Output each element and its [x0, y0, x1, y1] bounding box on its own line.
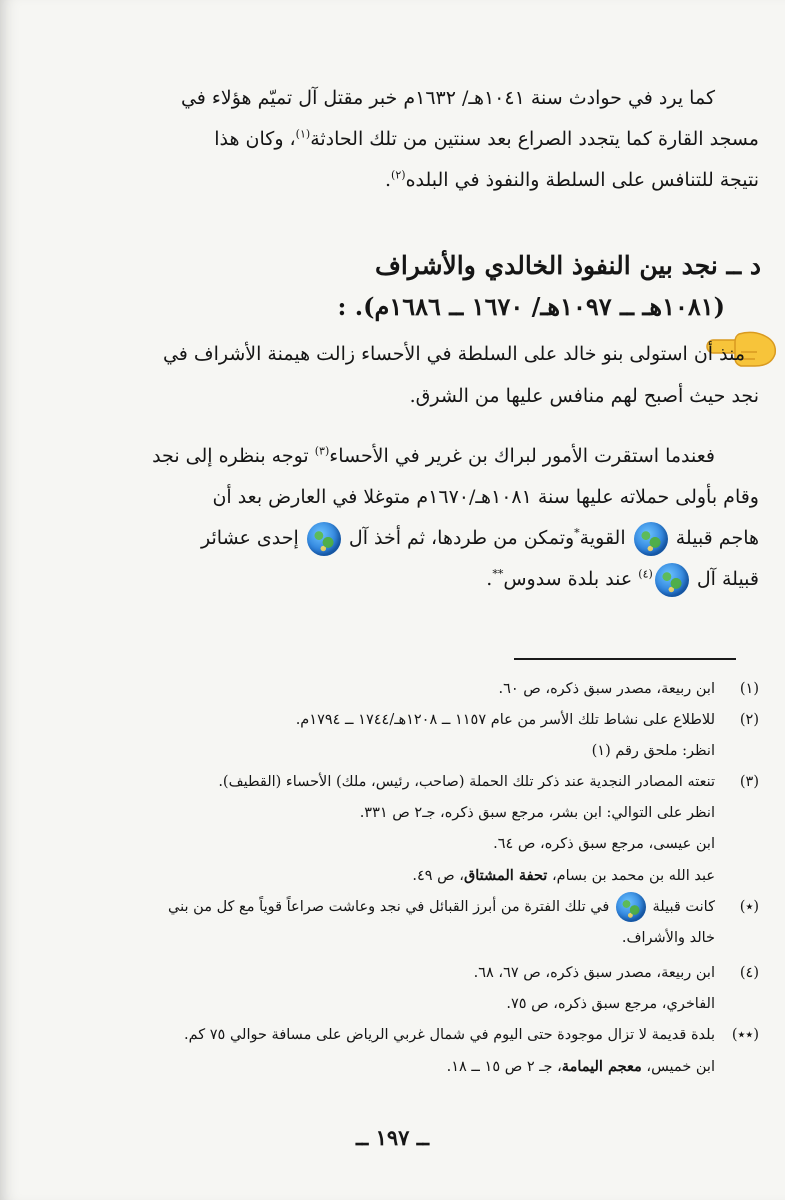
- globe-icon: [655, 563, 689, 597]
- footnote-2: [24, 705, 759, 767]
- footnote-text: ابن ربيعة، مصدر سبق ذكره، ص ٦٧، ٦٨.: [473, 965, 715, 981]
- footnote-text: خالد والأشراف.: [621, 930, 715, 946]
- footnote-number: (٭): [739, 899, 759, 915]
- footnote-text: ابن ربيعة، مصدر سبق ذكره، ص ٦٠.: [498, 681, 715, 697]
- globe-icon: [307, 522, 341, 556]
- paragraph-3-line-2: وقام بأولى حملاته عليها سنة ١٠٨١هـ/١٦٧٠م متوغلا في العارض بعد أن: [212, 486, 759, 508]
- footnote-double-star: [24, 1020, 759, 1083]
- footnote-3: [24, 767, 759, 892]
- footnote-text: الفاخري، مرجع سبق ذكره، ص ٧٥.: [506, 996, 715, 1012]
- paragraph-3-line-3: هاجم قبيلة القوية*وتمكن من طردها، ثم أخذ آل إحدى عشائر: [24, 518, 759, 559]
- paragraph-1: [24, 78, 759, 201]
- paragraph-3-line-4: قبيلة آل $^{(٤)}$ عند بلدة سدوس**.: [24, 559, 759, 600]
- paragraph-1-line-2: مسجد القارة كما يتجدد الصراع بعد سنتين من تلك الحادثة$^{(١)}$، وكان هذا: [214, 127, 759, 150]
- paragraph-3-line-1: فعندما استقرت الأمور لبراك بن غرير في الأحساء$^{(٣)}$ توجه بنظره إلى نجد: [152, 444, 715, 467]
- footnote-text: ابن عيسى، مرجع سبق ذكره، ص ٦٤.: [493, 836, 715, 852]
- footnote-text: تنعته المصادر النجدية عند ذكر تلك الحملة (صاحب، رئيس، ملك) الأحساء (القطيف).: [218, 774, 715, 790]
- paragraph-1-line-3: نتيجة للتنافس على السلطة والنفوذ في البلده$^{(٢)}$.: [385, 168, 759, 191]
- footnote-number: (١): [739, 681, 759, 697]
- footnote-text: عبد الله بن محمد بن بسام، تحفة المشتاق، ص ٤٩.: [412, 867, 715, 884]
- footnote-ref-4: (٤): [638, 567, 653, 581]
- footnote-ref-1: (١): [295, 127, 311, 141]
- footnote-separator: [514, 658, 736, 660]
- paragraph-2-line-1: منذ أن استولى بنو خالد على السلطة في الأحساء زالت هيمنة الأشراف في: [162, 343, 745, 365]
- paragraph-2-line-2: نجد حيث أصبح لهم منافس عليها من الشرق.: [409, 385, 759, 407]
- footnote-number: (٢): [739, 712, 759, 728]
- paragraph-2-cont: [24, 376, 759, 417]
- asterisk-ref-2: **: [492, 567, 504, 581]
- footnote-number: (٣): [739, 774, 759, 790]
- footnote-text: انظر: ملحق رقم (١): [591, 743, 715, 759]
- footnote-number: (٤): [739, 965, 759, 981]
- footnotes: [24, 674, 759, 1083]
- footnote-text: كانت قبيلة في تلك الفترة من أبرز القبائل في نجد وعاشت صراعاً قوياً مع كل من بني: [24, 892, 715, 923]
- footnote-star: [24, 892, 759, 954]
- globe-icon: [616, 892, 646, 922]
- footnote-ref-2: (٢): [391, 168, 406, 182]
- paragraph-2: [35, 334, 745, 375]
- section-heading-dates: (١٠٨١هـ ــ ١٠٩٧هـ/ ١٦٧٠ ــ ١٦٨٦م). :: [337, 292, 725, 321]
- footnote-text: للاطلاع على نشاط تلك الأسر من عام ١١٥٧ ــ ١٢٠٨هـ/١٧٤٤ ــ ١٧٩٤م.: [295, 712, 715, 728]
- asterisk-ref-1: *: [574, 526, 580, 540]
- paragraph-3: [24, 436, 759, 600]
- footnote-number: (٭٭): [731, 1027, 759, 1043]
- section-heading: د ــ نجد بين النفوذ الخالدي والأشراف: [374, 251, 761, 280]
- footnote-text: بلدة قديمة لا تزال موجودة حتى اليوم في شمال غربي الرياض على مسافة حوالي ٧٥ كم.: [183, 1027, 715, 1043]
- footnote-1: [24, 674, 759, 705]
- globe-icon: [634, 522, 668, 556]
- page-number: ــ ١٩٧ ــ: [355, 1125, 430, 1150]
- paragraph-1-line-1: كما يرد في حوادث سنة ١٠٤١هـ/ ١٦٣٢م خبر مقتل آل تميّم هؤلاء في: [180, 87, 715, 109]
- footnote-4: [24, 958, 759, 1020]
- footnote-text: ابن خميس، معجم اليمامة، جـ ٢ ص ١٥ ــ ١٨.: [446, 1058, 715, 1075]
- footnote-text: انظر على التوالي: ابن بشر، مرجع سبق ذكره، جـ٢ ص ٣٣١.: [359, 805, 715, 821]
- footnote-ref-3: (٣): [314, 444, 330, 458]
